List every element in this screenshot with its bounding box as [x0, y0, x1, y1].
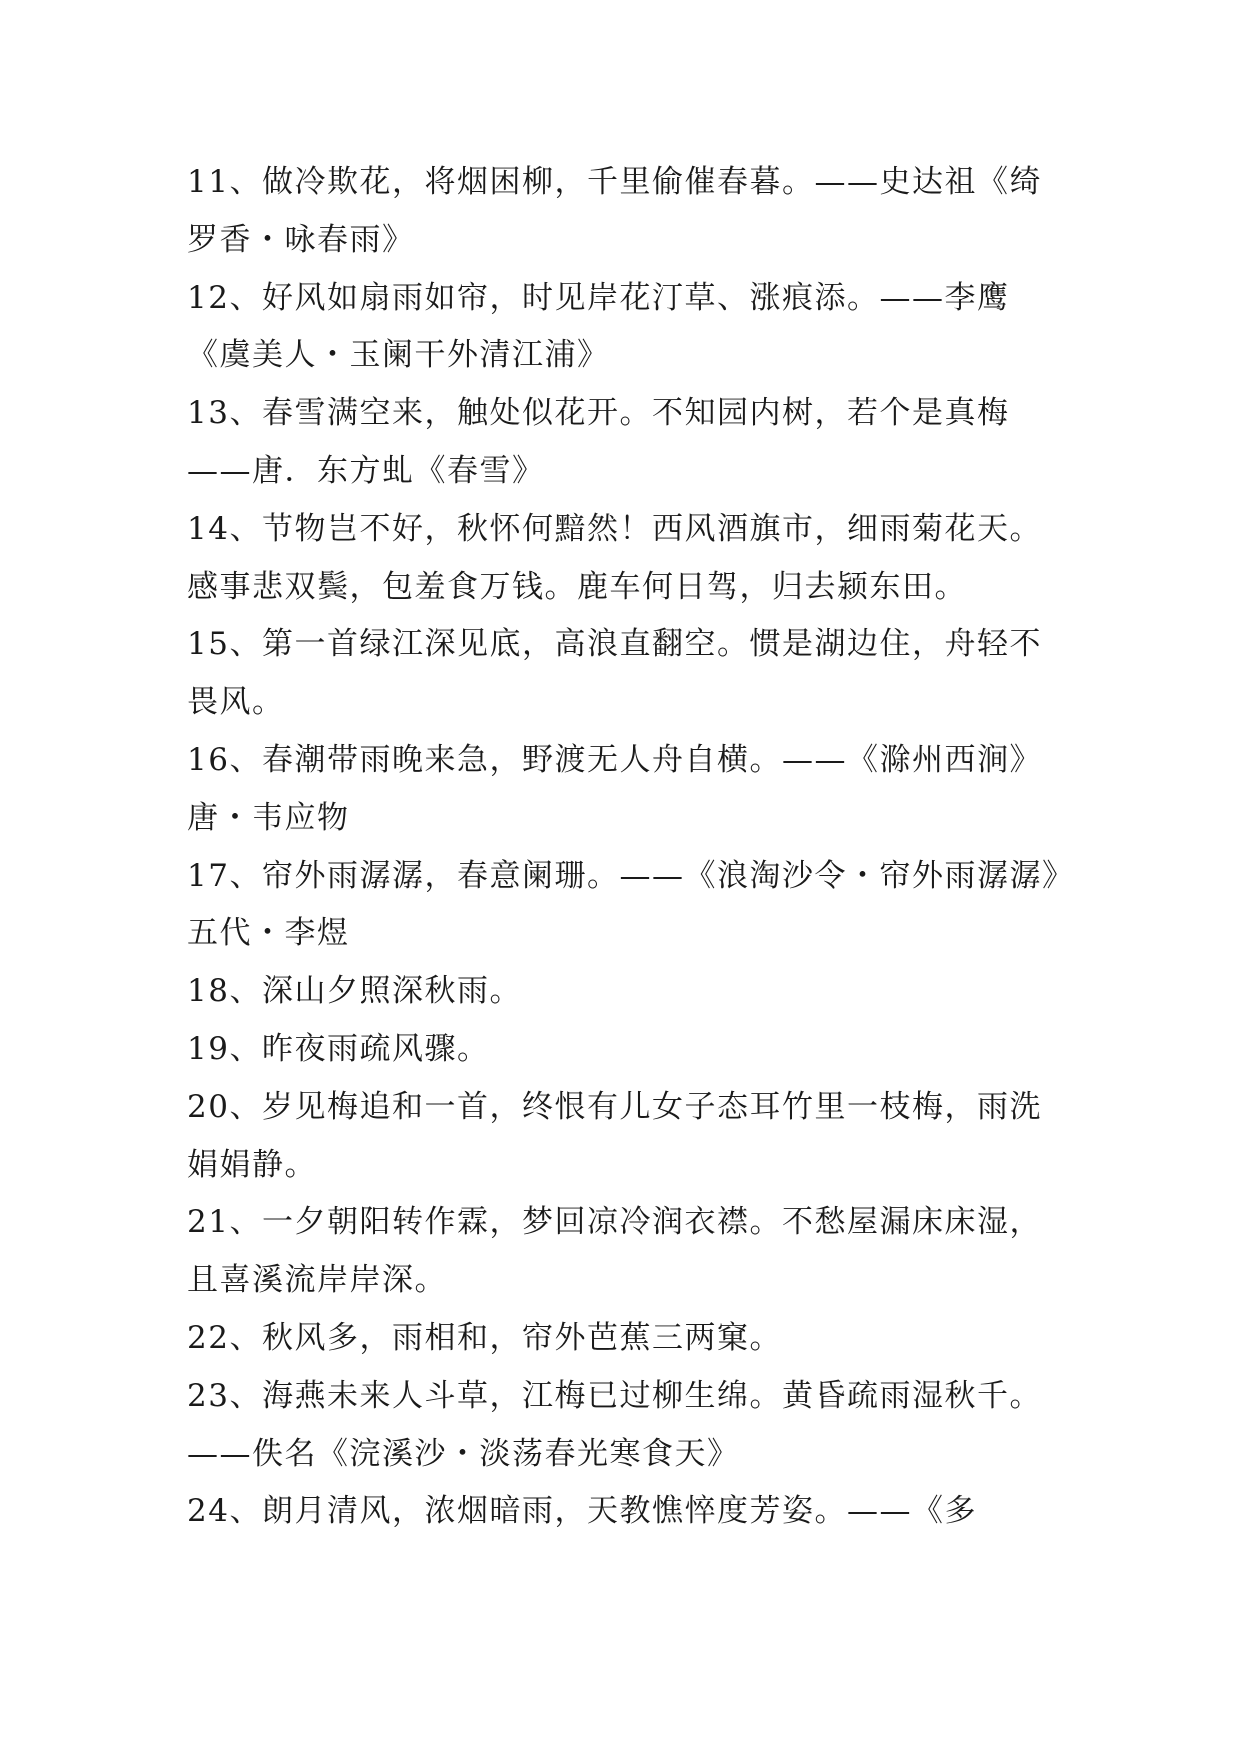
text-line: 11、做冷欺花，将烟困柳，千里偷催春暮。——史达祖《绮	[187, 164, 1042, 200]
text-line: 12、好风如扇雨如帘，时见岸花汀草、涨痕添。——李鹰	[187, 279, 1010, 316]
text-line: 21、一夕朝阳转作霖，梦回凉冷润衣襟。不愁屋漏床床湿，	[187, 1204, 1042, 1241]
text-line: 18、深山夕照深秋雨。	[187, 973, 522, 1010]
text-line: 《虞美人・玉阑干外清江浦》	[187, 337, 610, 374]
text-line: 五代・李煜	[187, 915, 350, 952]
poem-text-block	[187, 154, 1087, 1541]
text-line: 唐・韦应物	[187, 799, 350, 836]
text-line: 22、秋风多，雨相和，帘外芭蕉三两窠。	[187, 1319, 782, 1356]
text-line: 感事悲双鬓，包羞食万钱。鹿车何日驾，归去颍东田。	[187, 568, 967, 605]
text-line: 20、岁见梅追和一首，终恨有儿女子态耳竹里一枝梅，雨洗	[187, 1088, 1042, 1125]
text-line: 畏风。	[187, 684, 285, 721]
text-line: 14、节物岂不好，秋怀何黯然！西风酒旗市，细雨菊花天。	[187, 510, 1042, 547]
text-line: 23、海燕未来人斗草，江梅已过柳生绵。黄昏疏雨湿秋千。	[187, 1377, 1042, 1414]
text-line: ——佚名《浣溪沙・淡荡春光寒食天》	[187, 1435, 740, 1472]
text-line: 17、帘外雨潺潺，春意阑珊。——《浪淘沙令・帘外雨潺潺》	[187, 857, 1075, 894]
text-line: ——唐．东方虬《春雪》	[187, 452, 545, 489]
text-line: 19、昨夜雨疏风骤。	[187, 1030, 490, 1067]
text-line: 13、春雪满空来，触处似花开。不知园内树，若个是真梅	[187, 395, 1010, 432]
text-line: 24、朗月清风，浓烟暗雨，天教憔悴度芳姿。——《多	[187, 1493, 977, 1530]
text-line: 15、第一首绿江深见底，高浪直翻空。惯是湖边住，舟轻不	[187, 626, 1042, 663]
text-line: 16、春潮带雨晚来急，野渡无人舟自横。——《滁州西涧》	[187, 741, 1042, 778]
text-line: 罗香・咏春雨》	[187, 221, 415, 258]
text-line: 且喜溪流岸岸深。	[187, 1262, 447, 1299]
text-line: 娟娟静。	[187, 1146, 317, 1183]
